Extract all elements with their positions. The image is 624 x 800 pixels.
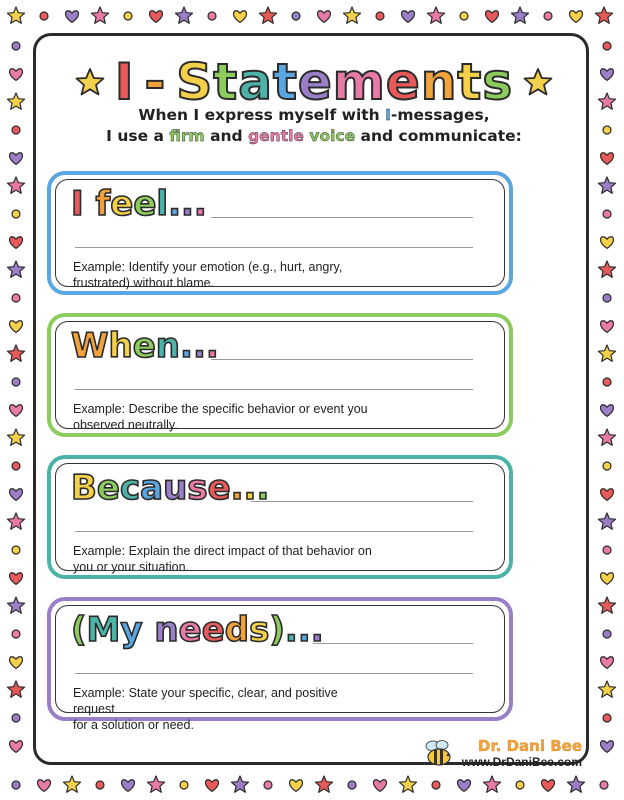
heart-icon (542, 780, 555, 792)
title-letter: - (144, 53, 167, 111)
write-line[interactable] (211, 217, 473, 218)
heart-icon (374, 780, 387, 792)
dot-icon (40, 12, 48, 20)
card-i-feel (47, 171, 513, 295)
heart-icon (10, 573, 23, 585)
dot-icon (516, 781, 524, 789)
dot-icon (603, 546, 611, 554)
star-icon (598, 93, 615, 109)
dot-icon (603, 126, 611, 134)
title-letter (135, 57, 145, 107)
gentle-word: gentle (248, 127, 304, 145)
star-icon (7, 93, 24, 109)
star-icon (259, 7, 276, 23)
dot-icon (603, 462, 611, 470)
title-letter (166, 57, 176, 107)
dot-icon (603, 42, 611, 50)
dot-icon (12, 714, 20, 722)
title-letter: a (238, 53, 273, 111)
heart-icon (601, 573, 614, 585)
star-icon (598, 429, 615, 445)
heading-letter: f (95, 184, 111, 224)
title-letter: e (385, 53, 421, 111)
dot-icon (12, 781, 20, 789)
star-icon (598, 177, 615, 193)
title-letter: t (272, 53, 298, 111)
heart-icon (10, 657, 23, 669)
brand-name: Dr. Dani Bee (477, 737, 582, 755)
heart-icon (66, 11, 79, 23)
heart-icon (601, 405, 614, 417)
dot-icon (96, 781, 104, 789)
title-letter: n (420, 53, 458, 111)
heading-letter: e (96, 468, 120, 508)
star-icon (598, 597, 615, 613)
subtitle-line-2: I use a firm and gentle voice and communicate: (106, 127, 522, 145)
write-line[interactable] (251, 501, 473, 502)
dot-icon (12, 462, 20, 470)
star-icon (7, 681, 24, 697)
heading-letter: I (71, 184, 84, 224)
heading-letter: . (181, 184, 194, 224)
write-line[interactable] (211, 359, 473, 360)
star-icon (483, 776, 500, 792)
heading-letter: e (178, 610, 202, 650)
heading-letter: W (71, 326, 109, 366)
heading-letter: . (193, 184, 207, 224)
title-letter: I (114, 53, 135, 111)
card-heading (71, 607, 324, 653)
firm-word: firm (169, 127, 205, 145)
star-icon (7, 597, 24, 613)
dot-icon (603, 294, 611, 302)
heart-icon (10, 69, 23, 81)
heading-letter: M (86, 610, 121, 650)
star-icon (567, 776, 584, 792)
heading-letter: h (108, 326, 133, 366)
card-heading (71, 181, 207, 227)
star-icon (231, 776, 248, 792)
heart-icon (10, 405, 23, 417)
star-icon (598, 261, 615, 277)
dot-icon (603, 378, 611, 386)
heart-icon (402, 11, 415, 23)
brand-url[interactable]: www.DrDaniBee.com (461, 755, 582, 769)
heart-icon (601, 657, 614, 669)
heading-letter: y (120, 610, 143, 650)
heading-letter: ) (269, 610, 285, 650)
heading-letter: a (140, 468, 164, 508)
heading-letter: l (156, 184, 169, 224)
title-letter: t (213, 53, 239, 111)
dot-icon (12, 294, 20, 302)
star-icon (175, 7, 192, 23)
star-icon (7, 513, 24, 529)
heading-letter: . (230, 468, 244, 508)
heart-icon (601, 153, 614, 165)
title-letter: t (457, 53, 483, 111)
heading-letter: s (249, 610, 270, 650)
heart-icon (206, 780, 219, 792)
star-icon (7, 177, 24, 193)
heart-icon (234, 11, 247, 23)
write-line[interactable] (75, 531, 473, 532)
heading-letter: e (207, 468, 231, 508)
heart-icon (10, 321, 23, 333)
star-icon (427, 7, 444, 23)
heading-letter: . (310, 610, 324, 650)
heading-letter: . (192, 326, 206, 366)
heading-letter (84, 181, 96, 227)
card-example: Example: Describe the specific behavior or event you observed neutrally. (73, 402, 368, 432)
dot-icon (12, 546, 20, 554)
heart-icon (570, 11, 583, 23)
heading-letter: ( (71, 610, 87, 650)
star-icon (7, 7, 24, 23)
star-icon (7, 261, 24, 277)
heading-letter: . (243, 468, 257, 508)
star-icon (7, 429, 24, 445)
title-letter: m (332, 53, 386, 111)
star-icon (343, 7, 360, 23)
heading-letter: . (205, 326, 219, 366)
heart-icon (601, 489, 614, 501)
heading-letter: n (155, 326, 181, 366)
title-letter: e (297, 53, 333, 111)
bee-icon (422, 738, 456, 768)
dot-icon (432, 781, 440, 789)
heading-letter: e (110, 184, 134, 224)
heading-letter: . (297, 610, 311, 650)
heading-letter: s (187, 468, 208, 508)
card-when (47, 313, 513, 437)
heading-letter: e (201, 610, 225, 650)
star-icon (399, 776, 416, 792)
heading-letter: d (224, 610, 250, 650)
write-line[interactable] (75, 673, 473, 674)
star-icon (598, 681, 615, 697)
write-line[interactable] (313, 643, 473, 644)
heading-letter: . (180, 326, 193, 366)
dot-icon (603, 714, 611, 722)
dot-icon (12, 378, 20, 386)
dot-icon (348, 781, 356, 789)
card-because (47, 455, 513, 579)
dot-icon (264, 781, 272, 789)
heading-letter: . (256, 468, 270, 508)
heart-icon (122, 780, 135, 792)
page-title (114, 53, 514, 111)
heart-icon (601, 321, 614, 333)
dot-icon (12, 210, 20, 218)
heart-icon (601, 741, 614, 753)
star-icon (63, 776, 80, 792)
card-heading (71, 465, 269, 511)
title-letter: s (482, 53, 514, 111)
dot-icon (600, 781, 608, 789)
heart-icon (10, 153, 23, 165)
i-highlight: I (385, 106, 391, 124)
heart-icon (150, 11, 163, 23)
star-icon (523, 67, 553, 97)
heart-icon (10, 237, 23, 249)
star-icon (511, 7, 528, 23)
dot-icon (208, 12, 216, 20)
card-example: Example: Explain the direct impact of that behavior on you or your situation. (73, 544, 372, 574)
heart-icon (601, 69, 614, 81)
heading-letter: . (168, 184, 181, 224)
star-icon (595, 7, 612, 23)
heading-letter: e (132, 326, 156, 366)
dot-icon (544, 12, 552, 20)
dot-icon (124, 12, 132, 20)
write-line[interactable] (75, 247, 473, 248)
dot-icon (12, 630, 20, 638)
dot-icon (12, 42, 20, 50)
brand (462, 737, 582, 769)
star-icon (91, 7, 108, 23)
heart-icon (601, 237, 614, 249)
dot-icon (292, 12, 300, 20)
heading-letter (143, 607, 155, 653)
heading-letter: c (119, 468, 141, 508)
card-example: Example: Identify your emotion (e.g., hurt, angry, frustrated) without blame. (73, 260, 343, 290)
heart-icon (318, 11, 331, 23)
heart-icon (290, 780, 303, 792)
heart-icon (10, 489, 23, 501)
heading-letter: B (71, 468, 97, 508)
star-icon (7, 345, 24, 361)
star-icon (315, 776, 332, 792)
dot-icon (376, 12, 384, 20)
heading-letter: . (284, 610, 298, 650)
title-letter: S (176, 53, 214, 111)
star-icon (147, 776, 164, 792)
dot-icon (603, 210, 611, 218)
dot-icon (180, 781, 188, 789)
card-example: Example: State your specific, clear, and positive request for a solution or need. (73, 686, 338, 732)
dot-icon (460, 12, 468, 20)
star-icon (598, 513, 615, 529)
dot-icon (603, 630, 611, 638)
title-row (36, 50, 592, 114)
heart-icon (10, 741, 23, 753)
card-my-needs (47, 597, 513, 732)
star-icon (75, 67, 105, 97)
heart-icon (486, 11, 499, 23)
heart-icon (38, 780, 51, 792)
heading-letter: e (133, 184, 157, 224)
subtitle-line-1: When I express myself with I-messages, (138, 106, 490, 124)
write-line[interactable] (75, 389, 473, 390)
dot-icon (12, 126, 20, 134)
heading-letter: u (163, 468, 188, 508)
star-icon (598, 345, 615, 361)
card-heading (71, 323, 219, 369)
heading-letter: n (154, 610, 179, 650)
heart-icon (458, 780, 471, 792)
voice-word: voice (309, 127, 356, 145)
